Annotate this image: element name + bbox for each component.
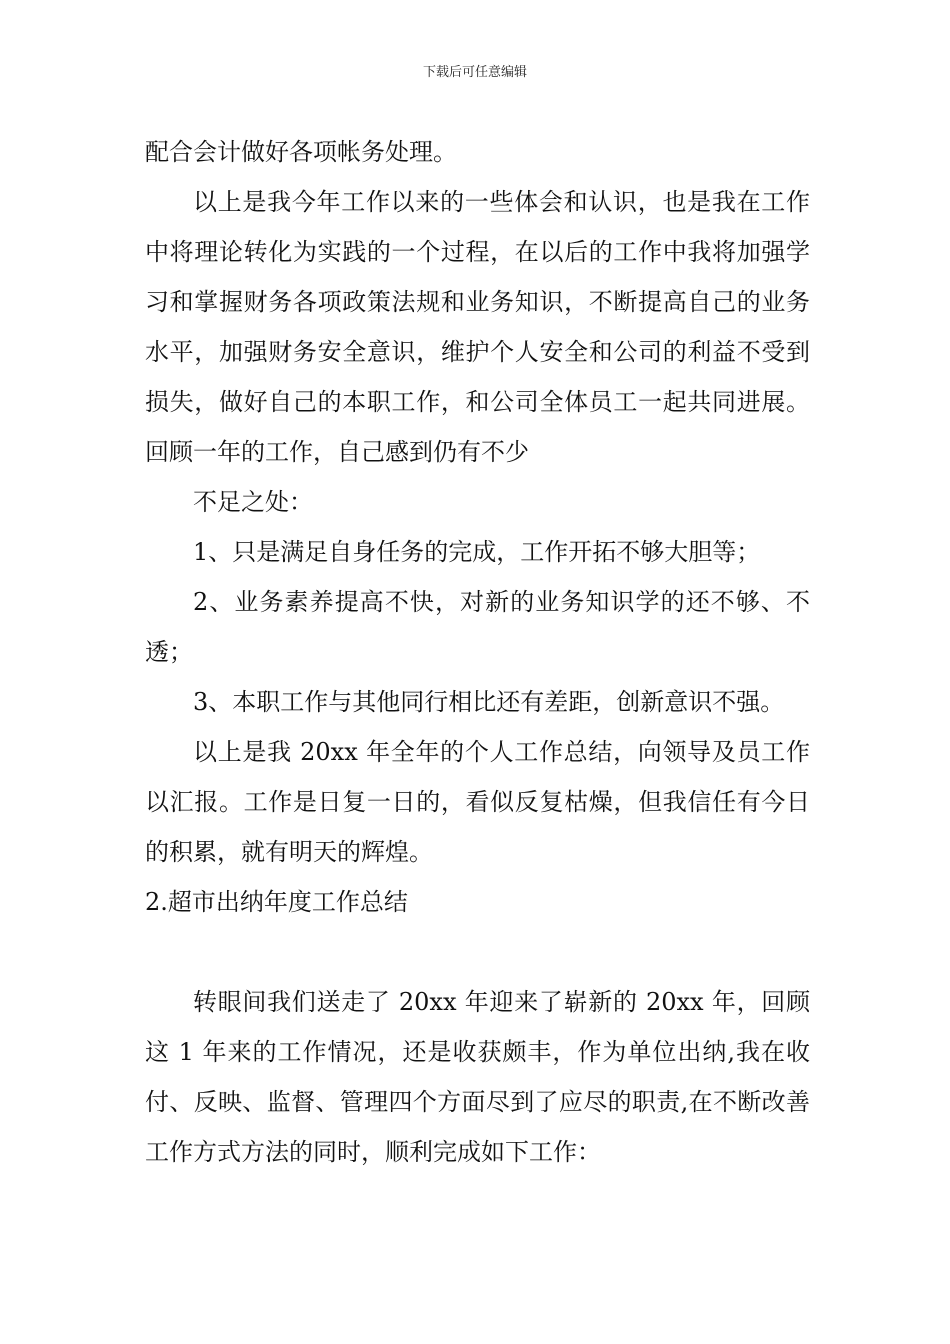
- paragraph-3: 不足之处：: [193, 488, 313, 516]
- list-item-2: 2、业务素养提高不快，对新的业务知识学的还不够、不透；: [145, 588, 810, 666]
- paragraph-intro: 转眼间我们送走了 20xx 年迎来了崭新的 20xx 年，回顾这 1 年来的工作情况，还是收获颇丰，作为单位出纳,我在收付、反映、监督、管理四个方面尽到了应尽的职责,在不断改善工作方式方法的同时，顺利完成如下工作：: [145, 988, 810, 1166]
- document-body: [145, 127, 810, 1177]
- paragraph-1: 配合会计做好各项帐务处理。: [145, 138, 457, 166]
- list-item-3: 3、本职工作与其他同行相比还有差距，创新意识不强。: [193, 688, 785, 716]
- paragraph-2: 以上是我今年工作以来的一些体会和认识，也是我在工作中将理论转化为实践的一个过程，在以后的工作中我将加强学习和掌握财务各项政策法规和业务知识，不断提高自己的业务水平，加强财务安全意识，维护个人安全和公司的利益不受到损失，做好自己的本职工作，和公司全体员工一起共同进展。回顾一年的工作，自己感到仍有不少: [145, 188, 810, 466]
- paragraph-summary: 以上是我 20xx 年全年的个人工作总结，向领导及员工作以汇报。工作是日复一日的，看似反复枯燥，但我信任有今日的积累，就有明天的辉煌。: [145, 738, 810, 866]
- section-heading: 2.超市出纳年度工作总结: [145, 888, 408, 916]
- blank-line: [145, 927, 810, 977]
- list-item-1: 1、只是满足自身任务的完成，工作开拓不够大胆等；: [193, 538, 761, 566]
- page-header: 下载后可任意编辑: [422, 65, 527, 80]
